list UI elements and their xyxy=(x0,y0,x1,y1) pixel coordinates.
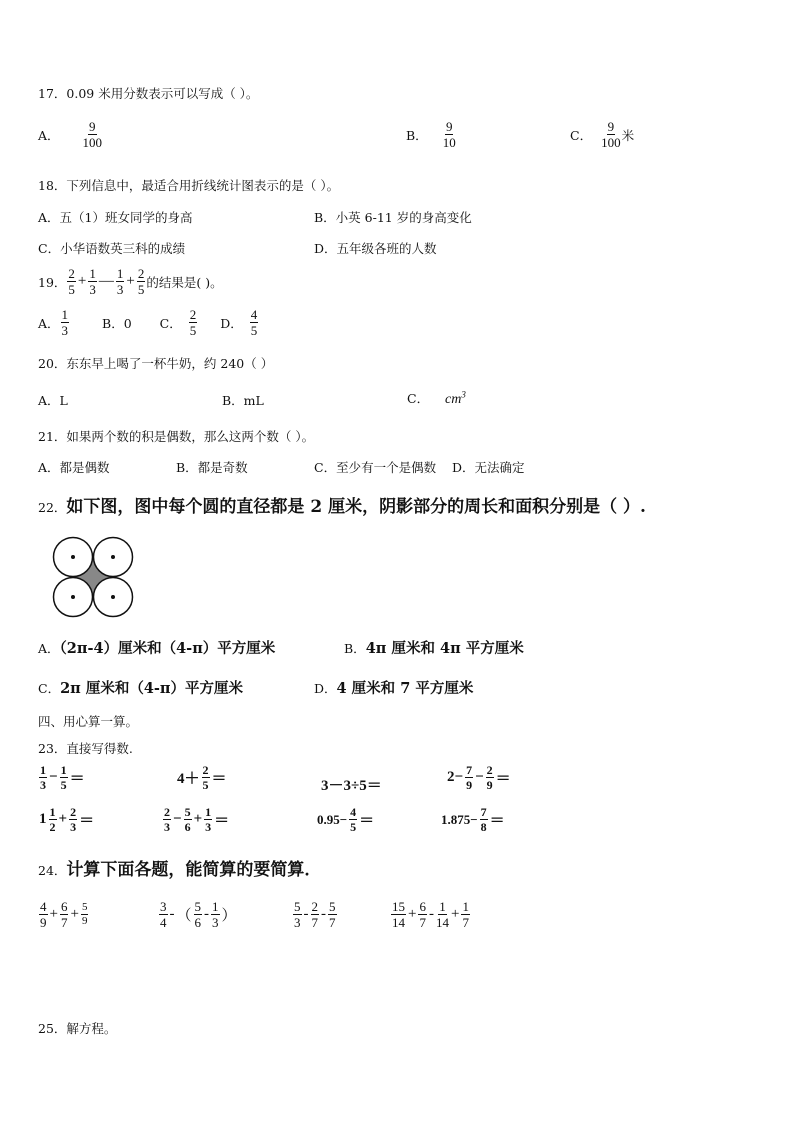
fraction: $\frac{4}{9}$ xyxy=(40,899,47,930)
question-number: 22． xyxy=(38,500,67,515)
fraction: $\frac{6}{7}$ xyxy=(60,899,68,930)
fraction: $\frac{7}{9}$ xyxy=(466,763,473,792)
q23-expr-8: 1.875− $\frac{7}{8}$ ＝ xyxy=(441,805,505,834)
q21-option-b: B．都是奇数 xyxy=(176,460,248,475)
fraction: $\frac{2}{3}$ xyxy=(164,805,170,834)
q24-expr-1: $\frac{4}{9}$ + $\frac{6}{7}$ + $\frac{5}{9}$ xyxy=(40,899,88,930)
unit-cm: $cm^3$ xyxy=(445,389,466,407)
operator: + xyxy=(126,273,135,289)
q20-stem: 20．东东早上喝了一杯牛奶，约 240（ ） xyxy=(38,356,274,371)
q23-stem: 23．直接写得数. xyxy=(38,741,133,756)
q23-expr-1: $\frac{1}{3}$ − $\frac{1}{5}$ ＝ xyxy=(40,763,85,792)
q23-expr-6: $\frac{2}{3}$ − $\frac{5}{6}$ + $\frac{1}{3}$ ＝ xyxy=(164,805,230,834)
fraction: $\frac{2}{3}$ xyxy=(70,805,77,834)
q23-expr-3: 3－3÷5＝ xyxy=(321,778,382,794)
fraction: $\frac{9}{10}$ xyxy=(442,119,456,150)
fraction: $\frac{4}{5}$ xyxy=(350,805,357,834)
center-dot xyxy=(71,555,75,559)
option-label: C． xyxy=(570,127,593,143)
fraction: $\frac{1}{3}$ xyxy=(40,763,46,792)
q18-option-d: D．五年级各班的人数 xyxy=(314,241,437,256)
fraction: $\frac{5}{9}$ xyxy=(81,901,88,927)
fraction: $\frac{2}{5}$ xyxy=(68,266,75,297)
q17-option-a xyxy=(38,120,103,149)
q18-stem: 18．下列信息中，最适合用折线统计图表示的是（ ）。 xyxy=(38,178,340,193)
fraction: $\frac{2}{7}$ xyxy=(311,899,318,930)
fraction: $\frac{5}{7}$ xyxy=(329,899,336,930)
center-dot xyxy=(111,555,115,559)
fraction: $\frac{5}{3}$ xyxy=(294,899,301,930)
q20-option-c xyxy=(407,389,466,408)
fraction: $\frac{4}{5}$ xyxy=(250,307,258,338)
fraction: $\frac{1}{7}$ xyxy=(462,899,469,930)
fraction: $\frac{6}{7}$ xyxy=(419,899,426,930)
q24-expr-3: $\frac{5}{3}$ - $\frac{2}{7}$ - $\frac{5}{7}$ xyxy=(294,899,336,930)
question-number: 19． xyxy=(38,274,67,290)
question-tail: 的结果是( )。 xyxy=(146,274,223,290)
operator: + xyxy=(77,273,87,289)
option-label: C． xyxy=(159,315,182,331)
q20-option-b: B．mL xyxy=(222,393,264,408)
q22-option-b: B．4π 厘米和 4π 平方厘米 xyxy=(344,640,524,657)
q19-options xyxy=(38,308,259,337)
q24-expr-4: $\frac{15}{14}$ + $\frac{6}{7}$ - $\frac{1}{14}$ + $\frac{1}{7}$ xyxy=(392,899,469,930)
q24-stem: 24．计算下面各题，能简算的要简算． xyxy=(38,860,322,880)
fraction: $\frac{7}{8}$ xyxy=(480,805,487,834)
q24-expr-2: $\frac{3}{4}$ - （ $\frac{5}{6}$ - $\frac{1}{3}$ ） xyxy=(160,899,237,930)
q22-option-d: D．4 厘米和 7 平方厘米 xyxy=(314,680,474,697)
q17-option-c xyxy=(570,120,634,149)
option-label: A． xyxy=(38,127,60,143)
q18-option-a: A．五（1）班女同学的身高 xyxy=(38,210,193,225)
fraction: $\frac{2}{9}$ xyxy=(486,763,493,792)
q21-option-d: D．无法确定 xyxy=(452,460,525,475)
fraction: $\frac{2}{5}$ xyxy=(137,266,145,297)
fraction: $\frac{1}{3}$ xyxy=(89,266,96,297)
q17-option-b xyxy=(406,120,457,149)
option-label: D． xyxy=(220,315,243,331)
unit: 米 xyxy=(621,127,635,143)
q22-stem xyxy=(38,492,646,517)
q23-expr-4: 2− $\frac{7}{9}$ − $\frac{2}{9}$ ＝ xyxy=(447,763,511,792)
q23-expr-2: 4＋ $\frac{2}{5}$ ＝ xyxy=(177,763,227,792)
q20-option-a: A．L xyxy=(38,393,68,408)
fraction: $\frac{1}{3}$ xyxy=(212,899,219,930)
fraction: $\frac{1}{3}$ xyxy=(116,266,124,297)
q18-option-c: C．小华语数英三科的成绩 xyxy=(38,241,186,256)
fraction: $\frac{5}{6}$ xyxy=(194,899,202,930)
q19-stem xyxy=(38,267,223,296)
fraction: $\frac{5}{6}$ xyxy=(184,805,191,834)
q17-stem: 17．0.09 米用分数表示可以写成（ ）。 xyxy=(38,86,259,101)
option-label: C． xyxy=(407,391,430,406)
q21-option-c: C．至少有一个是偶数 xyxy=(314,460,437,475)
fraction: $\frac{1}{3}$ xyxy=(61,307,69,338)
q18-option-b: B．小英 6-11 岁的身高变化 xyxy=(314,210,472,225)
fraction: $\frac{9}{100}$ xyxy=(82,119,103,150)
operator: — xyxy=(98,273,114,289)
option-label: A． xyxy=(38,315,60,331)
q21-option-a: A．都是偶数 xyxy=(38,460,110,475)
option-label: B． xyxy=(406,127,428,143)
fraction: $\frac{2}{5}$ xyxy=(202,763,209,792)
q23-expr-7: 0.95− $\frac{4}{5}$ ＝ xyxy=(317,805,375,834)
q23-expr-5: 1 $\frac{1}{2}$ + $\frac{2}{3}$ ＝ xyxy=(39,805,95,834)
option-b: B．0 xyxy=(102,315,132,331)
q22-option-a: A．（2π-4）厘米和（4-π）平方厘米 xyxy=(38,640,276,657)
q21-stem: 21．如果两个数的积是偶数，那么这两个数（ ）。 xyxy=(38,429,315,444)
shaded-region xyxy=(73,557,113,597)
q25-stem: 25．解方程。 xyxy=(38,1021,117,1036)
q22-option-c: C．2π 厘米和（4-π）平方厘米 xyxy=(38,680,244,697)
four-circles-figure xyxy=(52,536,134,618)
section-heading: 四、用心算一算。 xyxy=(38,714,139,729)
fraction: $\frac{1}{5}$ xyxy=(60,763,67,792)
question-text: 如下图，图中每个圆的直径都是 2 厘米，阴影部分的周长和面积分别是（ ）. xyxy=(66,497,646,517)
fraction: $\frac{1}{2}$ xyxy=(49,805,56,834)
fraction: $\frac{3}{4}$ xyxy=(160,899,167,930)
fraction: $\frac{2}{5}$ xyxy=(189,307,197,338)
center-dot xyxy=(71,595,75,599)
fraction: $\frac{9}{100}$ xyxy=(601,119,621,150)
center-dot xyxy=(111,595,115,599)
fraction: $\frac{1}{3}$ xyxy=(205,805,212,834)
fraction: $\frac{15}{14}$ xyxy=(392,899,405,930)
fraction: $\frac{1}{14}$ xyxy=(435,899,449,930)
